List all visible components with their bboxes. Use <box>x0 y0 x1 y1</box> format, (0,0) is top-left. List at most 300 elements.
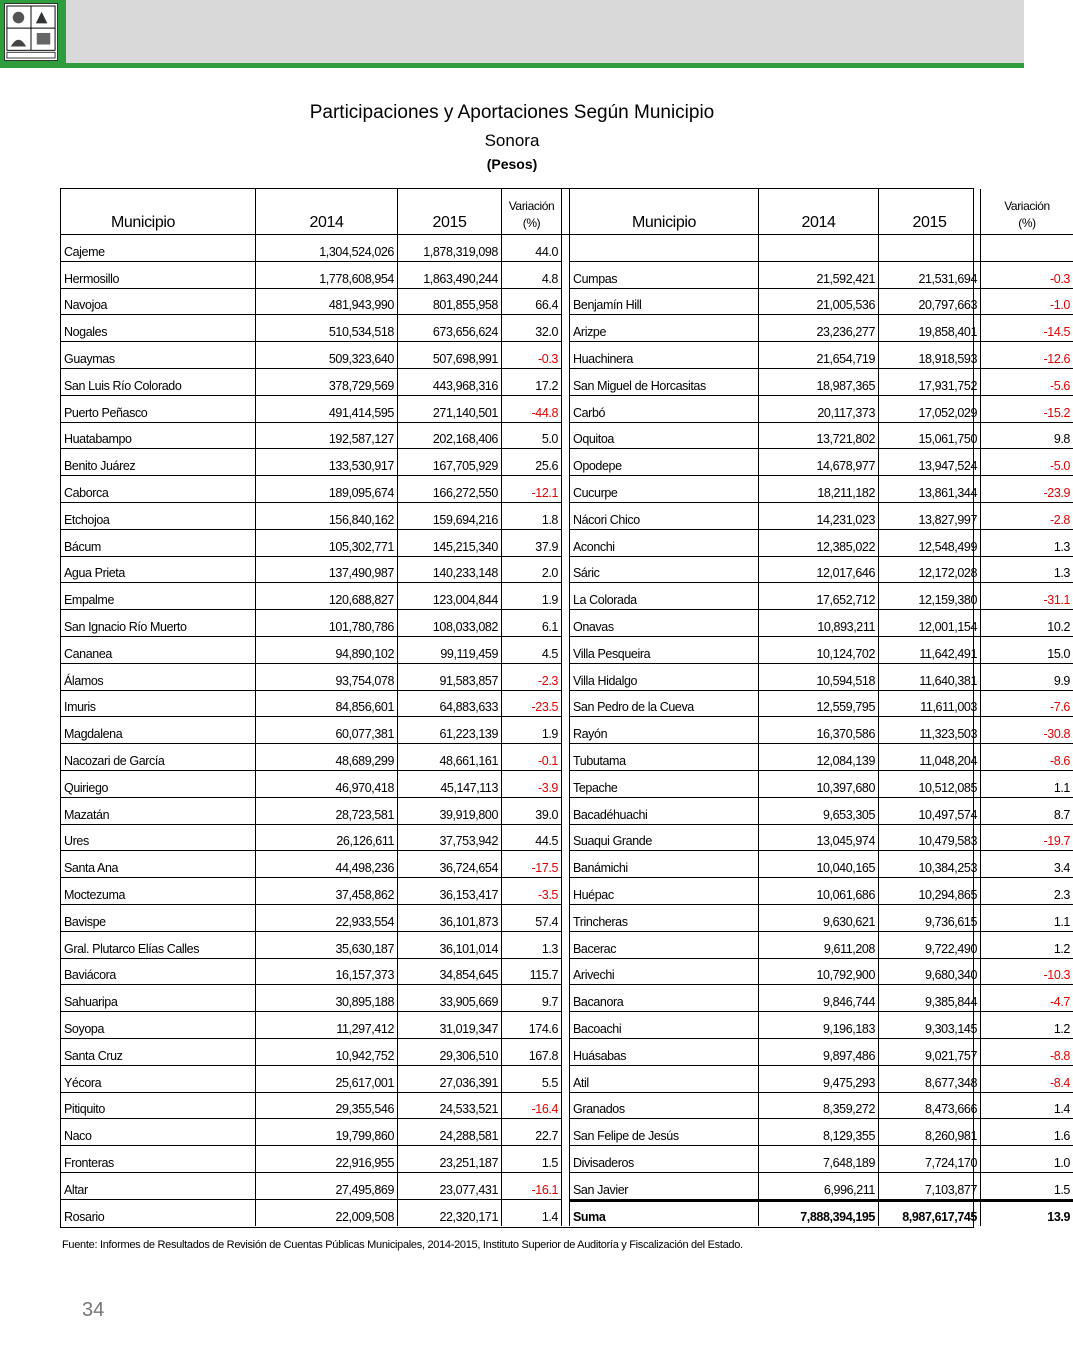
left-cell-variacion: 17.2 <box>502 369 562 396</box>
right-cell-y2014: 12,017,646 <box>759 557 879 584</box>
left-cell-variacion: 22.7 <box>502 1119 562 1146</box>
left-cell-municipio: Yécora <box>61 1066 256 1093</box>
right-cell-y2014: 13,721,802 <box>759 423 879 450</box>
right-cell-y2015: 12,548,499 <box>879 530 981 557</box>
right-cell-y2015: 10,384,253 <box>879 851 981 878</box>
column-gap <box>562 878 570 905</box>
left-cell-variacion: -0.3 <box>502 342 562 369</box>
left-cell-y2014: 22,916,955 <box>256 1146 398 1173</box>
right-cell-y2015: 7,724,170 <box>879 1146 981 1173</box>
right-cell-variacion: 9.9 <box>981 664 1073 691</box>
right-cell-municipio: San Javier <box>570 1173 759 1200</box>
right-cell-y2015: 11,611,003 <box>879 691 981 718</box>
left-cell-variacion: -17.5 <box>502 851 562 878</box>
right-cell-variacion: -1.0 <box>981 289 1073 316</box>
column-gap <box>562 1012 570 1039</box>
right-cell-y2014: 12,559,795 <box>759 691 879 718</box>
right-cell-y2015: 17,052,029 <box>879 396 981 423</box>
right-cell-municipio: Huépac <box>570 878 759 905</box>
left-cell-municipio: Baviácora <box>61 959 256 986</box>
right-cell-variacion: 1.4 <box>981 1093 1073 1120</box>
left-cell-y2014: 22,009,508 <box>256 1200 398 1227</box>
left-cell-variacion: 9.7 <box>502 985 562 1012</box>
right-cell-y2015: 9,680,340 <box>879 959 981 986</box>
left-cell-y2015: 36,153,417 <box>398 878 502 905</box>
right-cell-municipio: Atil <box>570 1066 759 1093</box>
left-cell-y2014: 11,297,412 <box>256 1012 398 1039</box>
left-cell-y2015: 34,854,645 <box>398 959 502 986</box>
left-cell-variacion: 1.9 <box>502 717 562 744</box>
left-cell-y2014: 101,780,786 <box>256 610 398 637</box>
left-cell-variacion: 66.4 <box>502 289 562 316</box>
right-cell-variacion: 1.3 <box>981 557 1073 584</box>
left-cell-y2014: 29,355,546 <box>256 1093 398 1120</box>
right-cell-y2014: 18,987,365 <box>759 369 879 396</box>
left-cell-municipio: Cananea <box>61 637 256 664</box>
right-cell-municipio: Huachinera <box>570 342 759 369</box>
left-cell-y2015: 31,019,347 <box>398 1012 502 1039</box>
source-note: Fuente: Informes de Resultados de Revisión de Cuentas Públicas Municipales, 2014-2015, Instituto Superior de Auditoría y Fiscalización del Estado. <box>62 1239 743 1251</box>
right-cell-municipio: Huásabas <box>570 1039 759 1066</box>
right-cell-y2014: 13,045,974 <box>759 825 879 852</box>
left-cell-y2014: 16,157,373 <box>256 959 398 986</box>
state-seal-icon <box>5 4 57 60</box>
right-cell-y2014: 21,654,719 <box>759 342 879 369</box>
suma-cell-municipio: Suma <box>570 1200 759 1227</box>
column-gap <box>562 530 570 557</box>
top-banner <box>0 0 1024 66</box>
right-cell-variacion: 10.2 <box>981 610 1073 637</box>
column-gap <box>562 744 570 771</box>
right-cell-y2014: 10,040,165 <box>759 851 879 878</box>
left-cell-y2015: 202,168,406 <box>398 423 502 450</box>
right-cell-y2014 <box>759 235 879 262</box>
column-gap <box>562 262 570 289</box>
right-cell-y2014: 9,897,486 <box>759 1039 879 1066</box>
right-cell-y2014: 10,124,702 <box>759 637 879 664</box>
left-cell-y2014: 120,688,827 <box>256 583 398 610</box>
left-cell-y2015: 507,698,991 <box>398 342 502 369</box>
right-cell-variacion: 1.2 <box>981 1012 1073 1039</box>
header-2015-left: 2015 <box>398 189 502 235</box>
left-cell-municipio: Hermosillo <box>61 262 256 289</box>
right-cell-y2015: 19,858,401 <box>879 315 981 342</box>
left-cell-y2014: 192,587,127 <box>256 423 398 450</box>
column-gap <box>562 396 570 423</box>
suma-cell-variacion: 13.9 <box>981 1200 1073 1227</box>
left-cell-municipio: Mazatán <box>61 798 256 825</box>
column-gap <box>562 583 570 610</box>
header-variacion-label: Variación <box>1004 199 1050 213</box>
right-cell-municipio: Trincheras <box>570 905 759 932</box>
right-cell-municipio: San Pedro de la Cueva <box>570 691 759 718</box>
right-cell-y2015: 13,947,524 <box>879 449 981 476</box>
left-cell-variacion: 5.5 <box>502 1066 562 1093</box>
column-gap <box>562 476 570 503</box>
right-cell-y2014: 14,231,023 <box>759 503 879 530</box>
left-cell-variacion: -16.4 <box>502 1093 562 1120</box>
left-cell-variacion: 1.3 <box>502 932 562 959</box>
right-cell-y2015: 8,473,666 <box>879 1093 981 1120</box>
left-cell-y2015: 1,863,490,244 <box>398 262 502 289</box>
right-cell-y2015: 13,861,344 <box>879 476 981 503</box>
left-cell-y2014: 22,933,554 <box>256 905 398 932</box>
right-cell-y2015: 10,497,574 <box>879 798 981 825</box>
header-variacion-unit: (%) <box>522 216 541 230</box>
left-cell-municipio: Benito Juárez <box>61 449 256 476</box>
right-cell-variacion: 1.5 <box>981 1173 1073 1200</box>
left-cell-variacion: 25.6 <box>502 449 562 476</box>
left-cell-y2015: 99,119,459 <box>398 637 502 664</box>
left-cell-municipio: Altar <box>61 1173 256 1200</box>
right-cell-y2014: 20,117,373 <box>759 396 879 423</box>
right-cell-municipio: Bacanora <box>570 985 759 1012</box>
left-cell-y2015: 801,855,958 <box>398 289 502 316</box>
left-cell-y2015: 36,724,654 <box>398 851 502 878</box>
left-cell-variacion: -3.9 <box>502 771 562 798</box>
left-cell-municipio: Agua Prieta <box>61 557 256 584</box>
left-cell-municipio: Magdalena <box>61 717 256 744</box>
right-cell-y2015: 9,722,490 <box>879 932 981 959</box>
right-cell-variacion: 3.4 <box>981 851 1073 878</box>
left-cell-variacion: -16.1 <box>502 1173 562 1200</box>
column-gap <box>562 771 570 798</box>
right-cell-y2014: 9,630,621 <box>759 905 879 932</box>
left-cell-y2015: 33,905,669 <box>398 985 502 1012</box>
right-cell-municipio: Villa Pesqueira <box>570 637 759 664</box>
left-cell-y2014: 19,799,860 <box>256 1119 398 1146</box>
left-cell-y2014: 30,895,188 <box>256 985 398 1012</box>
right-cell-variacion: 15.0 <box>981 637 1073 664</box>
right-cell-y2014: 7,648,189 <box>759 1146 879 1173</box>
left-cell-y2015: 22,320,171 <box>398 1200 502 1227</box>
right-cell-municipio: San Miguel de Horcasitas <box>570 369 759 396</box>
right-cell-y2014: 9,196,183 <box>759 1012 879 1039</box>
left-cell-y2014: 25,617,001 <box>256 1066 398 1093</box>
left-cell-y2015: 167,705,929 <box>398 449 502 476</box>
column-gap <box>562 851 570 878</box>
right-cell-variacion: 2.3 <box>981 878 1073 905</box>
column-gap <box>562 1173 570 1200</box>
left-cell-variacion: -0.1 <box>502 744 562 771</box>
right-cell-municipio: Cumpas <box>570 262 759 289</box>
right-cell-y2015: 9,021,757 <box>879 1039 981 1066</box>
left-cell-municipio: Bavispe <box>61 905 256 932</box>
header-variacion-unit: (%) <box>1018 216 1036 230</box>
right-cell-y2015: 8,677,348 <box>879 1066 981 1093</box>
right-cell-variacion: 1.1 <box>981 771 1073 798</box>
left-cell-municipio: Soyopa <box>61 1012 256 1039</box>
right-cell-y2014: 23,236,277 <box>759 315 879 342</box>
right-cell-municipio: Benjamín Hill <box>570 289 759 316</box>
column-gap <box>562 717 570 744</box>
left-cell-variacion: 1.4 <box>502 1200 562 1227</box>
right-cell-y2014: 12,084,139 <box>759 744 879 771</box>
left-cell-municipio: Imuris <box>61 691 256 718</box>
right-cell-variacion: -19.7 <box>981 825 1073 852</box>
left-cell-municipio: Rosario <box>61 1200 256 1227</box>
left-cell-municipio: Navojoa <box>61 289 256 316</box>
left-cell-y2015: 23,077,431 <box>398 1173 502 1200</box>
right-cell-variacion: -0.3 <box>981 262 1073 289</box>
right-cell-y2015 <box>879 235 981 262</box>
right-cell-y2014: 10,397,680 <box>759 771 879 798</box>
right-cell-variacion: 1.1 <box>981 905 1073 932</box>
left-cell-y2015: 24,533,521 <box>398 1093 502 1120</box>
left-cell-variacion: 4.8 <box>502 262 562 289</box>
left-cell-variacion: 174.6 <box>502 1012 562 1039</box>
left-cell-municipio: Etchojoa <box>61 503 256 530</box>
left-cell-municipio: Gral. Plutarco Elías Calles <box>61 932 256 959</box>
column-gap <box>562 610 570 637</box>
left-cell-y2015: 166,272,550 <box>398 476 502 503</box>
right-cell-y2014: 8,129,355 <box>759 1119 879 1146</box>
right-cell-municipio: Aconchi <box>570 530 759 557</box>
right-cell-variacion: -2.8 <box>981 503 1073 530</box>
left-cell-municipio: San Luis Río Colorado <box>61 369 256 396</box>
left-cell-y2015: 48,661,161 <box>398 744 502 771</box>
right-cell-municipio: Rayón <box>570 717 759 744</box>
left-cell-y2014: 491,414,595 <box>256 396 398 423</box>
right-cell-variacion: -4.7 <box>981 985 1073 1012</box>
right-cell-municipio: Tepache <box>570 771 759 798</box>
right-cell-y2015: 11,323,503 <box>879 717 981 744</box>
right-cell-y2015: 10,512,085 <box>879 771 981 798</box>
right-cell-y2014: 12,385,022 <box>759 530 879 557</box>
state-seal-logo <box>4 3 58 61</box>
right-cell-variacion: -8.8 <box>981 1039 1073 1066</box>
right-cell-municipio: Banámichi <box>570 851 759 878</box>
right-cell-y2014: 21,005,536 <box>759 289 879 316</box>
left-cell-variacion: 57.4 <box>502 905 562 932</box>
right-cell-variacion: 9.8 <box>981 423 1073 450</box>
suma-cell-y2015: 8,987,617,745 <box>879 1200 981 1227</box>
left-cell-variacion: 1.8 <box>502 503 562 530</box>
left-cell-y2014: 46,970,418 <box>256 771 398 798</box>
right-cell-municipio: Arivechi <box>570 959 759 986</box>
column-gap <box>562 342 570 369</box>
right-cell-y2014: 17,652,712 <box>759 583 879 610</box>
right-cell-y2015: 11,642,491 <box>879 637 981 664</box>
left-cell-y2014: 28,723,581 <box>256 798 398 825</box>
left-cell-y2014: 133,530,917 <box>256 449 398 476</box>
column-gap <box>562 1039 570 1066</box>
left-cell-variacion: 115.7 <box>502 959 562 986</box>
right-cell-y2015: 8,260,981 <box>879 1119 981 1146</box>
right-cell-y2015: 11,048,204 <box>879 744 981 771</box>
left-cell-variacion: 1.9 <box>502 583 562 610</box>
left-cell-variacion: 1.5 <box>502 1146 562 1173</box>
left-cell-y2015: 443,968,316 <box>398 369 502 396</box>
right-cell-y2014: 10,594,518 <box>759 664 879 691</box>
left-cell-variacion: -2.3 <box>502 664 562 691</box>
left-cell-y2015: 1,878,319,098 <box>398 235 502 262</box>
right-cell-y2014: 16,370,586 <box>759 717 879 744</box>
left-cell-variacion: 37.9 <box>502 530 562 557</box>
right-cell-municipio: Bacoachi <box>570 1012 759 1039</box>
right-cell-municipio <box>570 235 759 262</box>
right-cell-y2014: 10,893,211 <box>759 610 879 637</box>
right-cell-y2015: 13,827,997 <box>879 503 981 530</box>
right-cell-y2014: 21,592,421 <box>759 262 879 289</box>
left-cell-municipio: Sahuaripa <box>61 985 256 1012</box>
column-gap <box>562 557 570 584</box>
right-cell-variacion: -23.9 <box>981 476 1073 503</box>
header-variacion-left <box>502 189 562 235</box>
right-cell-y2015: 15,061,750 <box>879 423 981 450</box>
right-cell-municipio: La Colorada <box>570 583 759 610</box>
left-cell-y2014: 378,729,569 <box>256 369 398 396</box>
right-cell-variacion: -5.6 <box>981 369 1073 396</box>
right-cell-y2014: 9,611,208 <box>759 932 879 959</box>
column-gap <box>562 189 570 235</box>
left-cell-municipio: Cajeme <box>61 235 256 262</box>
left-cell-variacion: -12.1 <box>502 476 562 503</box>
left-cell-y2014: 44,498,236 <box>256 851 398 878</box>
left-cell-y2015: 24,288,581 <box>398 1119 502 1146</box>
right-cell-y2014: 10,792,900 <box>759 959 879 986</box>
right-cell-y2014: 9,653,305 <box>759 798 879 825</box>
right-cell-y2014: 8,359,272 <box>759 1093 879 1120</box>
right-cell-y2015: 10,479,583 <box>879 825 981 852</box>
left-cell-municipio: Huatabampo <box>61 423 256 450</box>
column-gap <box>562 664 570 691</box>
left-cell-y2014: 48,689,299 <box>256 744 398 771</box>
left-cell-y2015: 159,694,216 <box>398 503 502 530</box>
left-cell-y2015: 36,101,873 <box>398 905 502 932</box>
left-cell-municipio: Pitiquito <box>61 1093 256 1120</box>
right-cell-municipio: Nácori Chico <box>570 503 759 530</box>
header-variacion-right <box>981 189 1073 235</box>
right-cell-y2015: 9,736,615 <box>879 905 981 932</box>
left-cell-y2014: 94,890,102 <box>256 637 398 664</box>
column-gap <box>562 1200 570 1227</box>
right-cell-municipio: Granados <box>570 1093 759 1120</box>
header-municipio-right: Municipio <box>570 189 759 235</box>
left-cell-variacion: 44.0 <box>502 235 562 262</box>
header-2014-right: 2014 <box>759 189 879 235</box>
right-cell-municipio: San Felipe de Jesús <box>570 1119 759 1146</box>
left-cell-y2015: 23,251,187 <box>398 1146 502 1173</box>
right-cell-variacion: -8.6 <box>981 744 1073 771</box>
right-cell-y2015: 10,294,865 <box>879 878 981 905</box>
right-cell-municipio: Sáric <box>570 557 759 584</box>
left-cell-y2015: 37,753,942 <box>398 825 502 852</box>
left-cell-municipio: Quiriego <box>61 771 256 798</box>
left-cell-municipio: Ures <box>61 825 256 852</box>
page-subtitle: Sonora <box>484 131 540 150</box>
left-cell-y2014: 26,126,611 <box>256 825 398 852</box>
left-cell-y2015: 36,101,014 <box>398 932 502 959</box>
left-cell-y2015: 91,583,857 <box>398 664 502 691</box>
right-cell-municipio: Villa Hidalgo <box>570 664 759 691</box>
left-cell-y2014: 27,495,869 <box>256 1173 398 1200</box>
right-cell-y2014: 14,678,977 <box>759 449 879 476</box>
left-cell-variacion: 167.8 <box>502 1039 562 1066</box>
right-cell-y2015: 12,001,154 <box>879 610 981 637</box>
right-cell-y2015: 20,797,663 <box>879 289 981 316</box>
left-cell-y2014: 37,458,862 <box>256 878 398 905</box>
left-cell-y2015: 673,656,624 <box>398 315 502 342</box>
left-cell-y2014: 93,754,078 <box>256 664 398 691</box>
left-cell-y2014: 137,490,987 <box>256 557 398 584</box>
right-cell-municipio: Opodepe <box>570 449 759 476</box>
left-cell-y2014: 1,304,524,026 <box>256 235 398 262</box>
left-cell-municipio: Santa Cruz <box>61 1039 256 1066</box>
right-cell-variacion: -7.6 <box>981 691 1073 718</box>
right-cell-y2015: 12,159,380 <box>879 583 981 610</box>
column-gap <box>562 932 570 959</box>
right-cell-variacion: 1.6 <box>981 1119 1073 1146</box>
header-municipio-left: Municipio <box>61 189 256 235</box>
left-cell-y2015: 140,233,148 <box>398 557 502 584</box>
left-cell-municipio: San Ignacio Río Muerto <box>61 610 256 637</box>
column-gap <box>562 503 570 530</box>
left-cell-municipio: Nogales <box>61 315 256 342</box>
left-cell-municipio: Bácum <box>61 530 256 557</box>
left-cell-municipio: Álamos <box>61 664 256 691</box>
column-gap <box>562 423 570 450</box>
left-cell-municipio: Fronteras <box>61 1146 256 1173</box>
right-cell-municipio: Onavas <box>570 610 759 637</box>
right-cell-variacion: -5.0 <box>981 449 1073 476</box>
right-cell-variacion <box>981 235 1073 262</box>
left-cell-municipio: Nacozari de García <box>61 744 256 771</box>
right-cell-municipio: Oquitoa <box>570 423 759 450</box>
left-cell-municipio: Puerto Peñasco <box>61 396 256 423</box>
column-gap <box>562 985 570 1012</box>
column-gap <box>562 798 570 825</box>
right-cell-municipio: Divisaderos <box>570 1146 759 1173</box>
right-cell-municipio: Arizpe <box>570 315 759 342</box>
header-2014-left: 2014 <box>256 189 398 235</box>
left-cell-y2015: 123,004,844 <box>398 583 502 610</box>
left-cell-y2014: 481,943,990 <box>256 289 398 316</box>
right-cell-y2015: 17,931,752 <box>879 369 981 396</box>
right-cell-variacion: -31.1 <box>981 583 1073 610</box>
right-cell-variacion: -10.3 <box>981 959 1073 986</box>
right-cell-y2015: 12,172,028 <box>879 557 981 584</box>
right-cell-y2014: 18,211,182 <box>759 476 879 503</box>
right-cell-municipio: Tubutama <box>570 744 759 771</box>
left-cell-y2015: 27,036,391 <box>398 1066 502 1093</box>
right-cell-y2015: 21,531,694 <box>879 262 981 289</box>
left-cell-y2015: 64,883,633 <box>398 691 502 718</box>
column-gap <box>562 1093 570 1120</box>
left-cell-municipio: Caborca <box>61 476 256 503</box>
right-cell-y2014: 10,061,686 <box>759 878 879 905</box>
column-gap <box>562 1146 570 1173</box>
right-cell-variacion: -15.2 <box>981 396 1073 423</box>
right-cell-municipio: Cucurpe <box>570 476 759 503</box>
column-gap <box>562 637 570 664</box>
left-cell-variacion: -3.5 <box>502 878 562 905</box>
left-cell-municipio: Naco <box>61 1119 256 1146</box>
left-cell-y2015: 29,306,510 <box>398 1039 502 1066</box>
left-cell-y2015: 145,215,340 <box>398 530 502 557</box>
right-cell-municipio: Bacerac <box>570 932 759 959</box>
right-cell-y2015: 9,303,145 <box>879 1012 981 1039</box>
right-cell-variacion: 1.0 <box>981 1146 1073 1173</box>
right-cell-municipio: Suaqui Grande <box>570 825 759 852</box>
left-cell-y2014: 84,856,601 <box>256 691 398 718</box>
right-cell-variacion: -30.8 <box>981 717 1073 744</box>
left-cell-y2014: 105,302,771 <box>256 530 398 557</box>
top-banner-green-line <box>0 63 1024 68</box>
left-cell-y2015: 39,919,800 <box>398 798 502 825</box>
right-cell-variacion: 8.7 <box>981 798 1073 825</box>
right-cell-y2014: 9,846,744 <box>759 985 879 1012</box>
